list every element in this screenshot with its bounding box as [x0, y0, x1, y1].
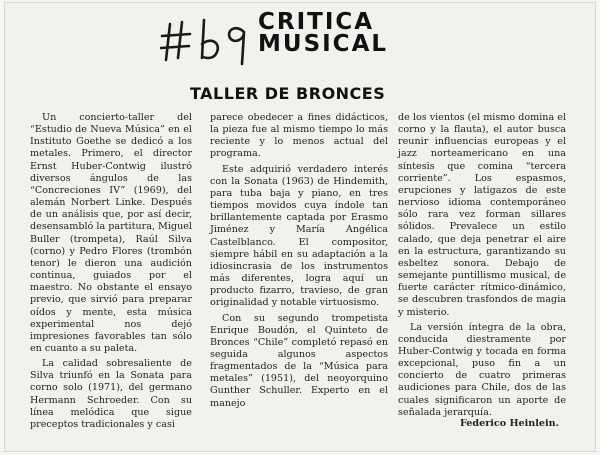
paragraph: parece obedecer a fines didácticos, la pieza fue al mismo tiempo lo más reciente y lo menos actual del programa.	[210, 112, 388, 160]
article-column-1	[30, 112, 192, 434]
section-title-line1: CRITICA	[258, 9, 375, 35]
paragraph: Con su segundo trompetista Enrique Boudón, el Quinteto de Bronces “Chile” completó repasó en seguida algunos aspectos fragmentados de la “Música para metales” (1951), del neoyorquino Gunther Schuller. Experto en el manejo	[210, 312, 388, 409]
article-headline: TALLER DE BRONCES	[190, 84, 386, 103]
paragraph: de los vientos (el mismo domina el corno y la flauta), el autor busca reunir influencias europeas y el jazz norteamericano en una síntesis que comina “tercera corriente”. Los espasmos, erupciones y latigazos de este nervioso idioma contemporáneo sólo rara vez forman sillares sólidos. Prevalece un estilo calado, que deja penetrar el aire en la estructura, garantizando su esbeltez sonora. Debajo de semejante puntillismo musical, de fuerte carácter rítmico-dinámico, se descubren trasfondos de magia y misterio.	[398, 112, 566, 318]
section-title-line2: MUSICAL	[258, 31, 389, 57]
section-title	[258, 11, 388, 55]
handwritten-note-icon	[160, 14, 254, 68]
paragraph: La versión íntegra de la obra, conducida diestramente por Huber-Contwig y tocada en forma excepcional, puso fin a un concierto de cuatro primeras audiciones para Chile, dos de las cuales significaron un aporte de señalada jerarquía.	[398, 321, 566, 418]
paragraph: La calidad sobresaliente de Silva triunfó en la Sonata para corno solo (1971), del germano Hermann Schroeder. Con su línea melódica que sigue preceptos tradicionales y casi	[30, 358, 192, 430]
author-signature: Federico Heinlein.	[460, 418, 559, 429]
article-column-3	[398, 112, 566, 422]
paragraph: Este adquirió verdadero interés con la Sonata (1963) de Hindemith, para tuba baja y piano, en tres tiempos movidos cuya índole tan brillantemente captada por Erasmo Jiménez y María Angélica Castelblanco. El compositor, siempre hábil en su adaptación a la idiosincrasia de los instrumentos más diferentes, logra aquí un producto fizarro, travieso, de gran originalidad y notable virtuosismo.	[210, 163, 388, 309]
paragraph: Un concierto-taller del “Estudio de Nueva Música” en el Instituto Goethe se dedicó a los metales. Primero, el director Ernst Huber-Contwig ilustró diversos ángulos de las “Concreciones IV” (1969), del alemán Norbert Linke. Después de un análisis que, por así decir, desensambló la partitura, Miguel Buller (trompeta), Raúl Silva (corno) y Pedro Flores (trombón tenor) le dieron una audición continua, guiados por el maestro. No obstante el ensayo previo, que sirvió para preparar oídos y mente, esta música experimental nos dejó impresiones favorables tan sólo en cuanto a su paleta.	[30, 112, 192, 354]
article-column-2	[210, 112, 388, 413]
